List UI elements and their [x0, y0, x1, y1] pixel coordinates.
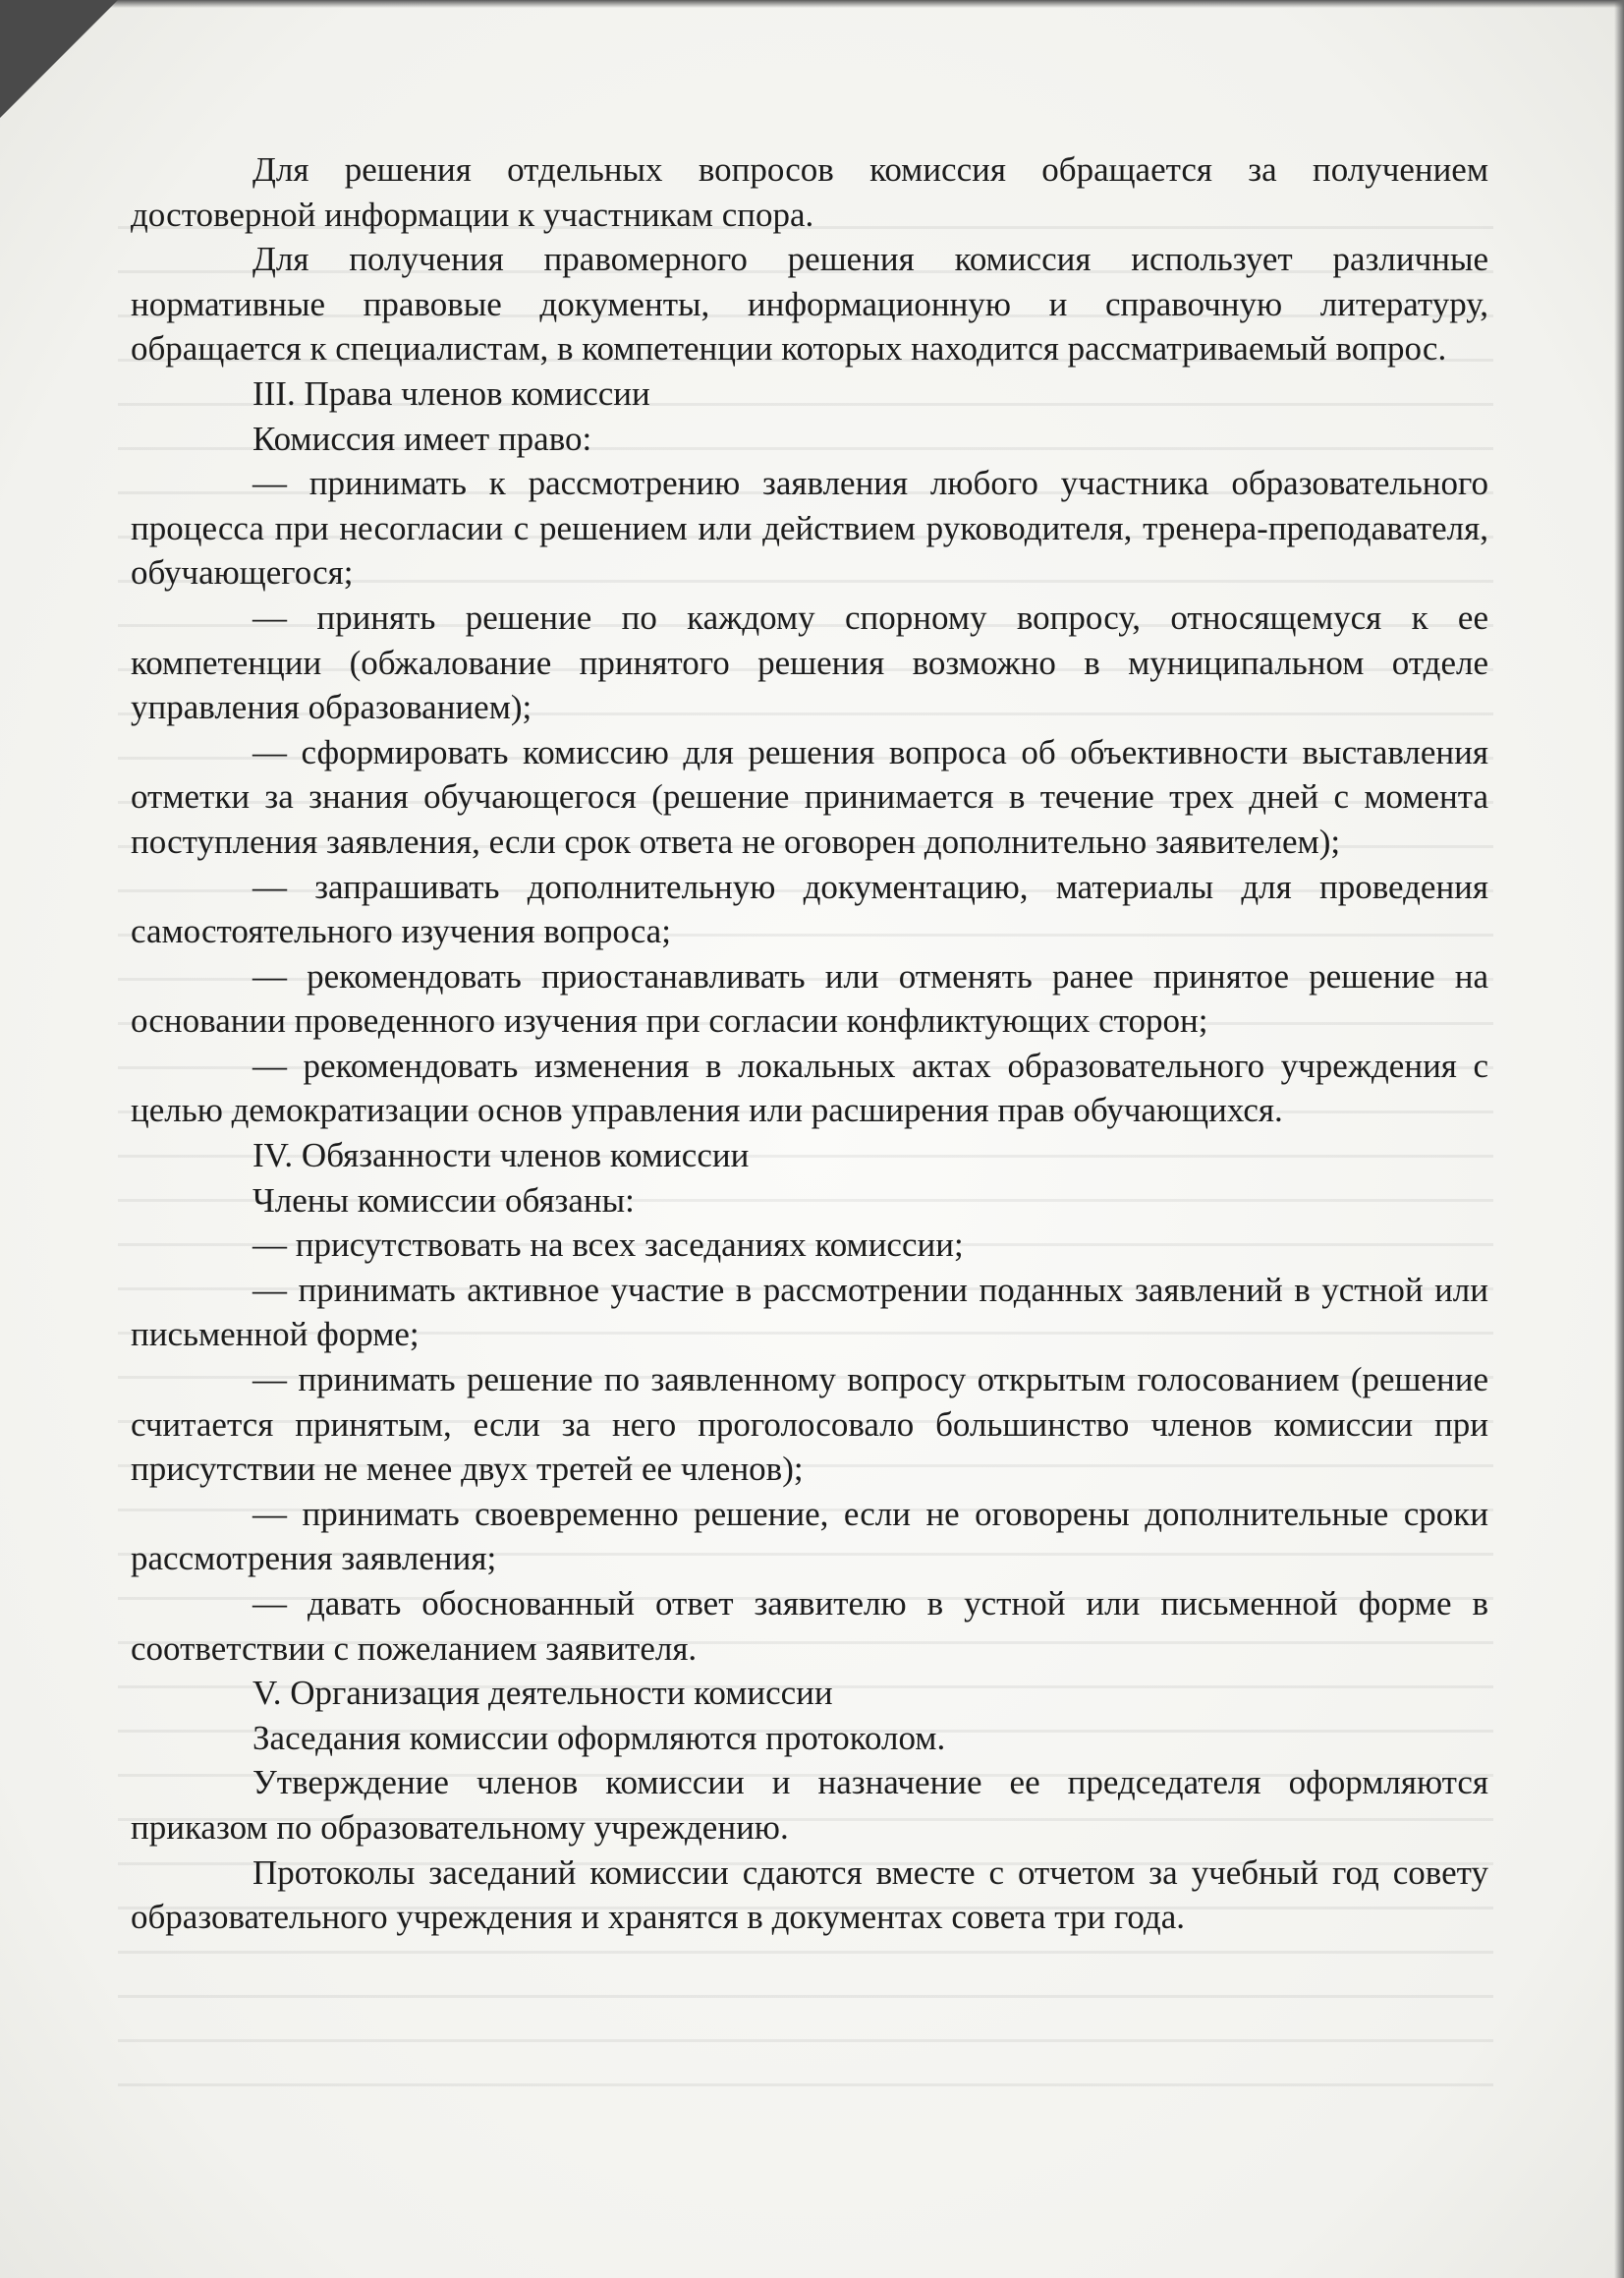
right-item-recommend-changes: — рекомендовать изменения в локальных актах образовательного учреждения с целью демократизации основ управления или расширения прав обучающихся. [131, 1046, 1488, 1130]
section-heading-organization: V. Организация деятельности комиссии [252, 1674, 833, 1713]
rights-intro: Комиссия имеет право: [252, 419, 592, 458]
scan-edge-right [1614, 0, 1624, 2278]
organization-protocol: Заседания комиссии оформляются протоколом. [252, 1718, 946, 1757]
folded-corner [0, 0, 118, 118]
right-item-form-commission: — сформировать комиссию для решения вопроса об объективности выставления отметки за знания обучающегося (решение принимается в течение трех дней с момента поступления заявления, если срок ответа не оговорен дополнительно заявителем); [131, 732, 1488, 861]
organization-archive: Протоколы заседаний комиссии сдаются вместе с отчетом за учебный год совету образовательного учреждения и хранятся в документах совета три года. [131, 1852, 1488, 1937]
duty-item-participate: — принимать активное участие в рассмотрении поданных заявлений в устной или письменной форме; [131, 1270, 1488, 1354]
document-body [131, 147, 1488, 1940]
duty-item-vote: — принимать решение по заявленному вопросу открытым голосованием (решение считается принятым, если за него проголосовало большинство членов комиссии при присутствии не менее двух третей ее членов); [131, 1360, 1488, 1489]
duty-item-attend: — присутствовать на всех заседаниях комиссии; [252, 1225, 964, 1265]
duty-item-timely-decision: — принимать своевременно решение, если не оговорены дополнительные сроки рассмотрения заявления; [131, 1494, 1488, 1578]
right-item-make-decision: — принять решение по каждому спорному вопросу, относящемуся к ее компетенции (обжалование принятого решения возможно в муниципальном отделе управления образованием); [131, 598, 1488, 727]
section-heading-duties: IV. Обязанности членов комиссии [252, 1136, 750, 1175]
right-item-request-documentation: — запрашивать дополнительную документацию, материалы для проведения самостоятельного изучения вопроса; [131, 867, 1488, 951]
scan-edge-top [0, 0, 1624, 8]
paragraph-legal-documents: Для получения правомерного решения комиссия использует различные нормативные правовые документы, информационную и справочную литературу, обращается к специалистам, в компетенции которых находится рассматриваемый вопрос. [131, 240, 1488, 369]
duty-item-reasoned-answer: — давать обоснованный ответ заявителю в устной или письменной форме в соответствии с пожеланием заявителя. [131, 1584, 1488, 1668]
duties-intro: Члены комиссии обязаны: [252, 1180, 635, 1220]
right-item-suspend-decision: — рекомендовать приостанавливать или отменять ранее принятое решение на основании проведенного изучения при согласии конфликтующих сторон; [131, 956, 1488, 1041]
organization-approval: Утверждение членов комиссии и назначение ее председателя оформляются приказом по образовательному учреждению. [131, 1763, 1488, 1847]
right-item-accept-applications: — принимать к рассмотрению заявления любого участника образовательного процесса при несогласии с решением или действием руководителя, тренера-преподавателя, обучающегося; [131, 464, 1488, 593]
paragraph-request-info: Для решения отдельных вопросов комиссия обращается за получением достоверной информации к участникам спора. [131, 150, 1488, 234]
section-heading-rights: III. Права членов комиссии [252, 373, 650, 413]
